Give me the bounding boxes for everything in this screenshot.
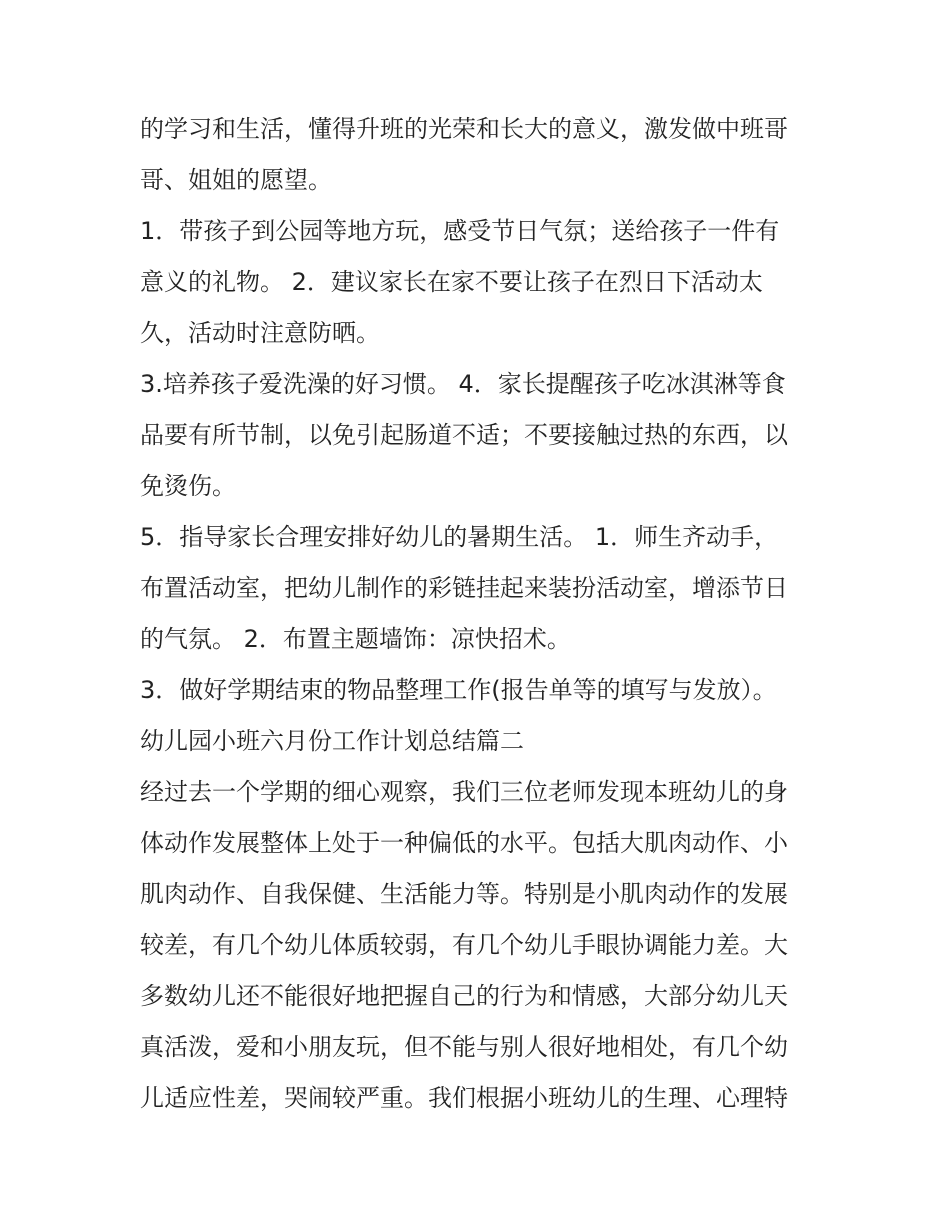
text-line: 肌肉动作、自我保健、生活能力等。特别是小肌肉动作的发展 bbox=[140, 880, 788, 908]
text-line: 3．做好学期结束的物品整理工作(报告单等的填写与发放）。 bbox=[140, 676, 777, 704]
text-line: 较差，有几个幼儿体质较弱，有几个幼儿手眼协调能力差。大 bbox=[140, 931, 788, 959]
text-line: 体动作发展整体上处于一种偏低的水平。包括大肌肉动作、小 bbox=[140, 829, 788, 857]
text-line: 多数幼儿还不能很好地把握自己的行为和情感，大部分幼儿天 bbox=[140, 982, 788, 1010]
text-line: 3.培养孩子爱洗澡的好习惯。 4．家长提醒孩子吃冰淇淋等食 bbox=[140, 370, 786, 398]
text-line: 的学习和生活，懂得升班的光荣和长大的意义，激发做中班哥 bbox=[140, 115, 788, 143]
text-line: 意义的礼物。 2．建议家长在家不要让孩子在烈日下活动太 bbox=[140, 268, 763, 296]
text-line: 5．指导家长合理安排好幼儿的暑期生活。 1．师生齐动手， bbox=[140, 523, 779, 551]
text-line: 品要有所节制，以免引起肠道不适；不要接触过热的东西，以 bbox=[140, 421, 788, 449]
text-line: 久，活动时注意防晒。 bbox=[140, 319, 380, 347]
text-line: 经过去一个学期的细心观察，我们三位老师发现本班幼儿的身 bbox=[140, 778, 788, 806]
text-line: 的气氛。 2．布置主题墙饰：凉快招术。 bbox=[140, 625, 571, 653]
text-line: 免烫伤。 bbox=[140, 472, 236, 500]
text-line: 哥、姐姐的愿望。 bbox=[140, 166, 332, 194]
section-heading: 幼儿园小班六月份工作计划总结篇二 bbox=[140, 727, 524, 755]
text-line: 儿适应性差，哭闹较严重。我们根据小班幼儿的生理、心理特 bbox=[140, 1084, 788, 1112]
text-line: 1．带孩子到公园等地方玩，感受节日气氛；送给孩子一件有 bbox=[140, 217, 780, 245]
text-line: 布置活动室，把幼儿制作的彩链挂起来装扮活动室，增添节日 bbox=[140, 574, 788, 602]
document-body bbox=[140, 104, 830, 1124]
text-line: 真活泼，爱和小朋友玩，但不能与别人很好地相处，有几个幼 bbox=[140, 1033, 788, 1061]
